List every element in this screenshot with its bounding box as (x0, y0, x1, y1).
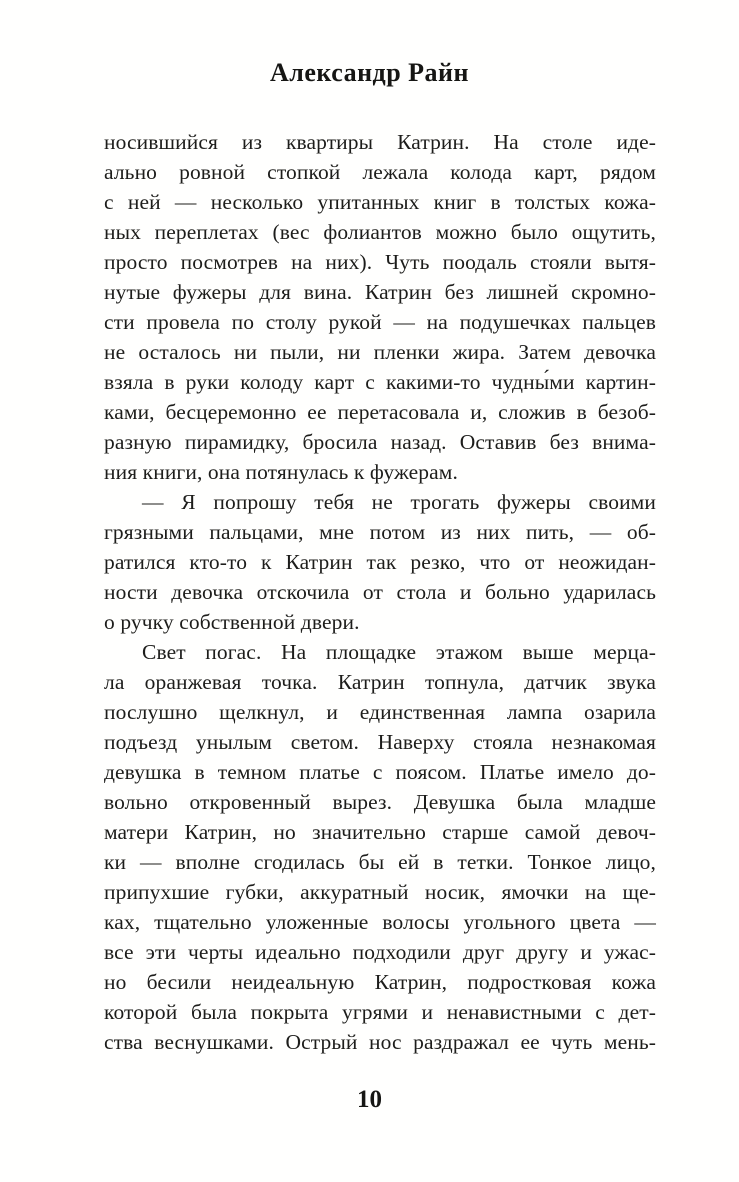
text-line: Свет погас. На площадке этажом выше мерца- (142, 640, 656, 664)
text-line: носившийся из квартиры Катрин. На столе иде- (104, 130, 656, 154)
body-text (104, 127, 656, 1057)
text-line: ратился кто-то к Катрин так резко, что от неожидан- (104, 550, 656, 574)
text-line: ния книги, она потянулась к фужерам. (104, 460, 458, 484)
text-line: взяла в руки колоду карт с какими-то чудны́ми картин- (104, 370, 656, 394)
text-line: которой была покрыта угрями и ненавистными с дет- (104, 1000, 656, 1024)
text-line: послушно щелкнул, и единственная лампа озарила (104, 700, 656, 724)
text-line: грязными пальцами, мне потом из них пить, — об- (104, 520, 656, 544)
text-line: девушка в темном платье с поясом. Платье имело до- (104, 760, 656, 784)
text-line: — Я попрошу тебя не трогать фужеры своими (142, 490, 656, 514)
text-line: ками, бесцеремонно ее перетасовала и, сложив в безоб- (104, 400, 656, 424)
text-line: не осталось ни пыли, ни пленки жира. Затем девочка (104, 340, 656, 364)
page-number: 10 (357, 1086, 382, 1113)
text-line: сти провела по столу рукой — на подушечках пальцев (104, 310, 656, 334)
text-line: ки — вполне сгодилась бы ей в тетки. Тонкое лицо, (104, 850, 656, 874)
text-line: вольно откровенный вырез. Девушка была младше (104, 790, 656, 814)
text-line: просто посмотрев на них). Чуть поодаль стояли вытя- (104, 250, 656, 274)
running-header: Александр Райн (269, 58, 470, 87)
text-line: с ней — несколько упитанных книг в толстых кожа- (104, 190, 656, 214)
text-line: ла оранжевая точка. Катрин топнула, датчик звука (104, 670, 656, 694)
text-line: разную пирамидку, бросила назад. Оставив без внима- (104, 430, 656, 454)
text-line: ально ровной стопкой лежала колода карт, рядом (104, 160, 656, 184)
text-line: ства веснушками. Острый нос раздражал ее чуть мень- (104, 1030, 656, 1054)
text-line: но бесили неидеальную Катрин, подростковая кожа (104, 970, 656, 994)
text-line: ности девочка отскочила от стола и больно ударилась (104, 580, 656, 604)
text-line: нутые фужеры для вина. Катрин без лишней скромно- (104, 280, 656, 304)
text-line: ных переплетах (вес фолиантов можно было ощутить, (104, 220, 656, 244)
text-line: о ручку собственной двери. (104, 610, 360, 634)
text-line: припухшие губки, аккуратный носик, ямочки на ще- (104, 880, 656, 904)
text-line: ках, тщательно уложенные волосы угольного цвета — (104, 910, 656, 934)
text-line: матери Катрин, но значительно старше самой девоч- (104, 820, 656, 844)
text-line: подъезд унылым светом. Наверху стояла незнакомая (104, 730, 656, 754)
text-line: все эти черты идеально подходили друг другу и ужас- (104, 940, 656, 964)
